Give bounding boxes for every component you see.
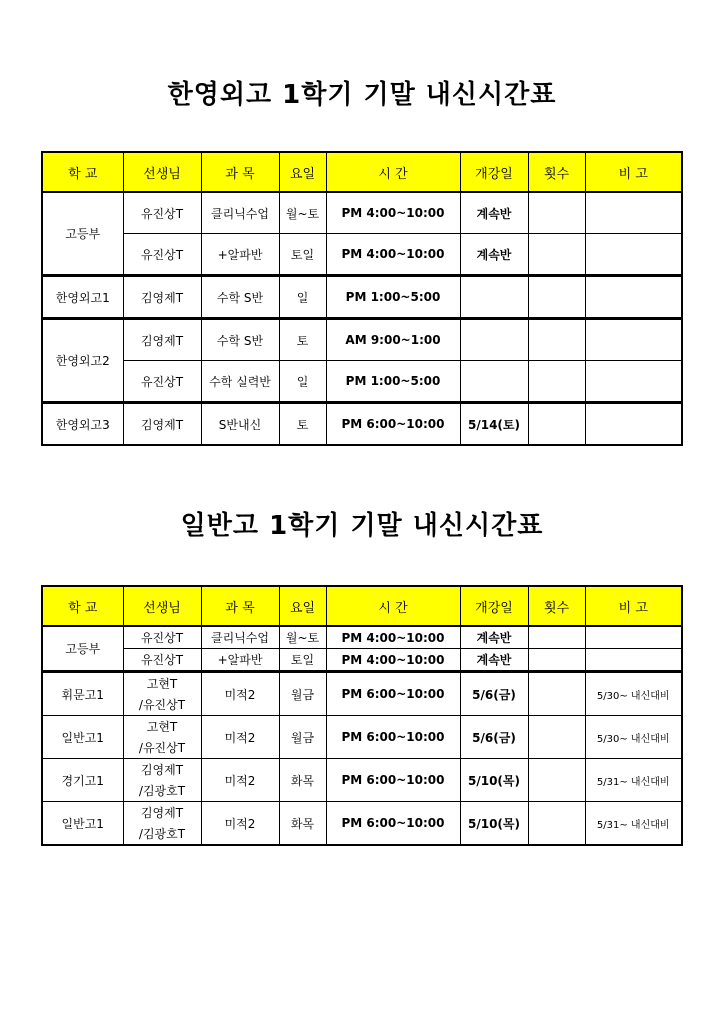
note-cell xyxy=(585,234,682,276)
time-cell: PM 4:00~10:00 xyxy=(326,192,460,234)
count-cell xyxy=(528,802,585,846)
count-cell xyxy=(528,626,585,649)
day-cell: 화목 xyxy=(279,759,326,802)
day-cell: 토일 xyxy=(279,649,326,672)
teacher-cell: 김영제T xyxy=(123,276,201,319)
teacher-cell: 김영제T xyxy=(123,319,201,361)
teacher-cell: 유진상T xyxy=(123,234,201,276)
teacher-cell: 유진상T xyxy=(123,361,201,403)
header-open-date: 개강일 xyxy=(460,586,528,626)
table-row xyxy=(42,626,682,649)
header-count: 횟수 xyxy=(528,586,585,626)
day-cell: 일 xyxy=(279,276,326,319)
time-cell: PM 1:00~5:00 xyxy=(326,276,460,319)
teacher-cell-primary: 고현T xyxy=(123,716,201,738)
table-row xyxy=(42,649,682,672)
header-school: 학 교 xyxy=(42,152,123,192)
count-cell xyxy=(528,319,585,361)
time-cell: PM 6:00~10:00 xyxy=(326,802,460,846)
day-cell: 토 xyxy=(279,319,326,361)
time-cell: AM 9:00~1:00 xyxy=(326,319,460,361)
subject-cell: +알파반 xyxy=(201,234,279,276)
header-teacher: 선생님 xyxy=(123,152,201,192)
school-cell: 일반고1 xyxy=(42,716,123,759)
header-subject: 과 목 xyxy=(201,586,279,626)
time-cell: PM 4:00~10:00 xyxy=(326,234,460,276)
time-cell: PM 4:00~10:00 xyxy=(326,626,460,649)
subject-cell: 미적2 xyxy=(201,716,279,759)
open-date-cell: 5/14(토) xyxy=(460,403,528,446)
header-row xyxy=(42,586,682,626)
table-row xyxy=(42,672,682,695)
teacher-cell-secondary: /김광호T xyxy=(123,823,201,845)
header-row xyxy=(42,152,682,192)
title-hanyoung: 한영외고 1학기 기말 내신시간표 xyxy=(167,80,557,110)
day-cell: 월금 xyxy=(279,672,326,716)
day-cell: 토일 xyxy=(279,234,326,276)
count-cell xyxy=(528,234,585,276)
subject-cell: +알파반 xyxy=(201,649,279,672)
teacher-cell-secondary: /유진상T xyxy=(123,694,201,716)
table-row xyxy=(42,716,682,738)
general-high-schedule-table xyxy=(41,585,683,846)
time-cell: PM 6:00~10:00 xyxy=(326,403,460,446)
header-teacher: 선생님 xyxy=(123,586,201,626)
count-cell xyxy=(528,672,585,716)
count-cell xyxy=(528,649,585,672)
teacher-cell: 유진상T xyxy=(123,649,201,672)
teacher-cell-secondary: /유진상T xyxy=(123,737,201,759)
note-cell xyxy=(585,361,682,403)
teacher-cell-primary: 김영제T xyxy=(123,802,201,824)
table-row xyxy=(42,802,682,824)
count-cell xyxy=(528,403,585,446)
header-subject: 과 목 xyxy=(201,152,279,192)
note-cell xyxy=(585,192,682,234)
open-date-cell xyxy=(460,276,528,319)
day-cell: 월~토 xyxy=(279,626,326,649)
school-cell: 한영외고2 xyxy=(42,319,123,403)
day-cell: 월~토 xyxy=(279,192,326,234)
teacher-cell-primary: 김영제T xyxy=(123,759,201,781)
open-date-cell: 5/10(목) xyxy=(460,802,528,846)
header-time: 시 간 xyxy=(326,586,460,626)
table-row xyxy=(42,276,682,319)
title-general-high: 일반고 1학기 기말 내신시간표 xyxy=(180,511,544,541)
time-cell: PM 6:00~10:00 xyxy=(326,716,460,759)
school-cell: 한영외고3 xyxy=(42,403,123,446)
subject-cell: 미적2 xyxy=(201,672,279,716)
day-cell: 월금 xyxy=(279,716,326,759)
subject-cell: 수학 실력반 xyxy=(201,361,279,403)
subject-cell: S반내신 xyxy=(201,403,279,446)
table-row xyxy=(42,319,682,361)
subject-cell: 클리닉수업 xyxy=(201,626,279,649)
school-cell: 경기고1 xyxy=(42,759,123,802)
teacher-cell: 김영제T xyxy=(123,403,201,446)
teacher-cell: 유진상T xyxy=(123,626,201,649)
header-day: 요일 xyxy=(279,152,326,192)
count-cell xyxy=(528,276,585,319)
table-row xyxy=(42,192,682,234)
day-cell: 화목 xyxy=(279,802,326,846)
header-note: 비 고 xyxy=(585,586,682,626)
count-cell xyxy=(528,361,585,403)
school-cell: 일반고1 xyxy=(42,802,123,846)
table-row xyxy=(42,361,682,403)
note-cell xyxy=(585,649,682,672)
table-row xyxy=(42,759,682,781)
teacher-cell: 유진상T xyxy=(123,192,201,234)
subject-cell: 미적2 xyxy=(201,759,279,802)
open-date-cell: 5/10(목) xyxy=(460,759,528,802)
note-cell xyxy=(585,276,682,319)
school-cell: 한영외고1 xyxy=(42,276,123,319)
subject-cell: 미적2 xyxy=(201,802,279,846)
day-cell: 일 xyxy=(279,361,326,403)
open-date-cell: 계속반 xyxy=(460,649,528,672)
open-date-cell xyxy=(460,361,528,403)
open-date-cell xyxy=(460,319,528,361)
note-cell xyxy=(585,626,682,649)
header-school: 학 교 xyxy=(42,586,123,626)
table-row xyxy=(42,403,682,446)
time-cell: PM 6:00~10:00 xyxy=(326,672,460,716)
school-cell: 휘문고1 xyxy=(42,672,123,716)
open-date-cell: 계속반 xyxy=(460,192,528,234)
note-cell: 5/31~ 내신대비 xyxy=(585,759,682,802)
table-row xyxy=(42,234,682,276)
header-count: 횟수 xyxy=(528,152,585,192)
count-cell xyxy=(528,716,585,759)
time-cell: PM 4:00~10:00 xyxy=(326,649,460,672)
note-cell xyxy=(585,319,682,361)
open-date-cell: 계속반 xyxy=(460,626,528,649)
header-day: 요일 xyxy=(279,586,326,626)
open-date-cell: 5/6(금) xyxy=(460,672,528,716)
day-cell: 토 xyxy=(279,403,326,446)
header-open-date: 개강일 xyxy=(460,152,528,192)
header-note: 비 고 xyxy=(585,152,682,192)
note-cell: 5/31~ 내신대비 xyxy=(585,802,682,846)
open-date-cell: 5/6(금) xyxy=(460,716,528,759)
subject-cell: 클리닉수업 xyxy=(201,192,279,234)
count-cell xyxy=(528,192,585,234)
hanyoung-schedule-table xyxy=(41,151,683,446)
teacher-cell-secondary: /김광호T xyxy=(123,780,201,802)
note-cell: 5/30~ 내신대비 xyxy=(585,716,682,759)
count-cell xyxy=(528,759,585,802)
school-cell: 고등부 xyxy=(42,192,123,276)
header-time: 시 간 xyxy=(326,152,460,192)
time-cell: PM 6:00~10:00 xyxy=(326,759,460,802)
subject-cell: 수학 S반 xyxy=(201,319,279,361)
note-cell: 5/30~ 내신대비 xyxy=(585,672,682,716)
school-cell: 고등부 xyxy=(42,626,123,672)
open-date-cell: 계속반 xyxy=(460,234,528,276)
teacher-cell-primary: 고현T xyxy=(123,672,201,695)
time-cell: PM 1:00~5:00 xyxy=(326,361,460,403)
note-cell xyxy=(585,403,682,446)
subject-cell: 수학 S반 xyxy=(201,276,279,319)
